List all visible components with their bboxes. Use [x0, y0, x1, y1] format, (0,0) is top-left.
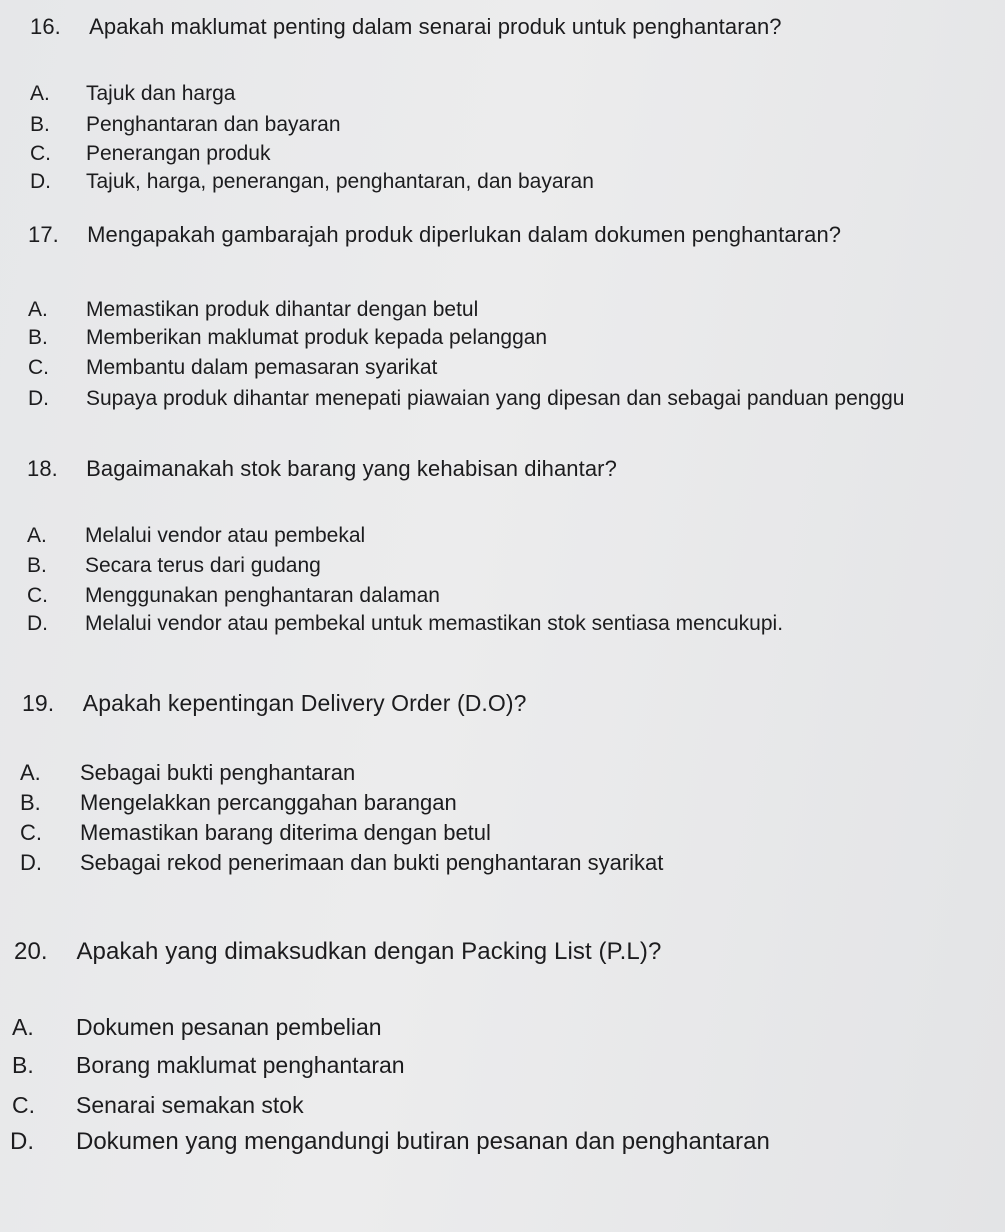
option-text: Mengelakkan percanggahan barangan [80, 790, 457, 815]
option-letter: B. [27, 554, 47, 577]
option-16-c [30, 142, 271, 166]
option-20-d [10, 1128, 770, 1156]
question-17 [28, 222, 841, 248]
option-text: Tajuk dan harga [86, 82, 236, 105]
option-letter: B. [30, 113, 50, 136]
option-19-d [20, 850, 664, 876]
option-text: Melalui vendor atau pembekal [85, 524, 366, 547]
option-text: Secara terus dari gudang [85, 554, 321, 577]
option-letter: D. [27, 612, 48, 635]
option-text: Membantu dalam pemasaran syarikat [86, 356, 438, 379]
question-number: 17. [28, 222, 59, 247]
option-text: Dokumen pesanan pembelian [76, 1014, 382, 1040]
option-letter: A. [20, 760, 41, 785]
option-letter: B. [20, 790, 41, 815]
option-text: Dokumen yang mengandungi butiran pesanan dan penghantaran [76, 1128, 770, 1155]
option-text: Senarai semakan stok [76, 1092, 304, 1118]
option-text: Memastikan produk dihantar dengan betul [86, 298, 479, 321]
option-18-b [27, 554, 321, 578]
option-20-b [12, 1052, 405, 1079]
option-text: Penghantaran dan bayaran [86, 113, 341, 136]
option-19-b [20, 790, 457, 816]
question-18 [27, 456, 617, 482]
option-17-d [28, 387, 905, 411]
option-text: Menggunakan penghantaran dalaman [85, 584, 440, 607]
option-16-a [30, 82, 236, 106]
option-letter: D. [20, 850, 42, 875]
option-text: Penerangan produk [86, 142, 271, 165]
option-18-c [27, 584, 440, 608]
option-letter: A. [12, 1014, 34, 1040]
question-number: 18. [27, 456, 58, 481]
question-text: Apakah kepentingan Delivery Order (D.O)? [82, 690, 527, 716]
option-letter: A. [28, 298, 48, 321]
option-19-a [20, 760, 356, 786]
option-letter: C. [27, 584, 48, 607]
option-letter: D. [10, 1128, 34, 1155]
option-19-c [20, 820, 491, 846]
option-letter: C. [30, 142, 51, 165]
option-letter: B. [28, 326, 48, 349]
option-17-b [28, 326, 548, 350]
option-letter: C. [12, 1092, 35, 1118]
option-16-b [30, 113, 341, 137]
option-16-d [30, 170, 594, 194]
question-text: Mengapakah gambarajah produk diperlukan dalam dokumen penghantaran? [87, 222, 842, 247]
question-number: 20. [14, 938, 48, 965]
option-letter: D. [28, 387, 49, 410]
option-text: Borang maklumat penghantaran [76, 1052, 405, 1078]
option-text: Sebagai rekod penerimaan dan bukti penghantaran syarikat [80, 850, 664, 875]
option-letter: C. [20, 820, 42, 845]
option-18-d [27, 612, 784, 636]
question-text: Apakah maklumat penting dalam senarai produk untuk penghantaran? [89, 14, 782, 39]
question-16 [30, 14, 782, 40]
option-text: Supaya produk dihantar menepati piawaian yang dipesan dan sebagai panduan penggu [86, 387, 905, 410]
option-letter: D. [30, 170, 51, 193]
option-17-a [28, 298, 479, 322]
option-letter: B. [12, 1052, 34, 1078]
question-text: Apakah yang dimaksudkan dengan Packing List (P.L)? [76, 938, 662, 965]
option-text: Memastikan barang diterima dengan betul [80, 820, 491, 845]
question-19 [22, 690, 527, 717]
option-text: Memberikan maklumat produk kepada pelanggan [86, 326, 548, 349]
question-text: Bagaimanakah stok barang yang kehabisan dihantar? [86, 456, 617, 481]
option-letter: A. [27, 524, 47, 547]
option-text: Melalui vendor atau pembekal untuk memastikan stok sentiasa mencukupi. [85, 612, 784, 635]
option-letter: C. [28, 356, 49, 379]
option-20-c [12, 1092, 304, 1119]
option-18-a [27, 524, 366, 548]
option-20-a [12, 1014, 382, 1041]
question-number: 19. [22, 690, 55, 716]
question-number: 16. [30, 14, 61, 39]
option-text: Tajuk, harga, penerangan, penghantaran, dan bayaran [86, 170, 594, 193]
option-17-c [28, 356, 438, 380]
question-20 [14, 938, 661, 966]
option-letter: A. [30, 82, 50, 105]
option-text: Sebagai bukti penghantaran [80, 760, 356, 785]
